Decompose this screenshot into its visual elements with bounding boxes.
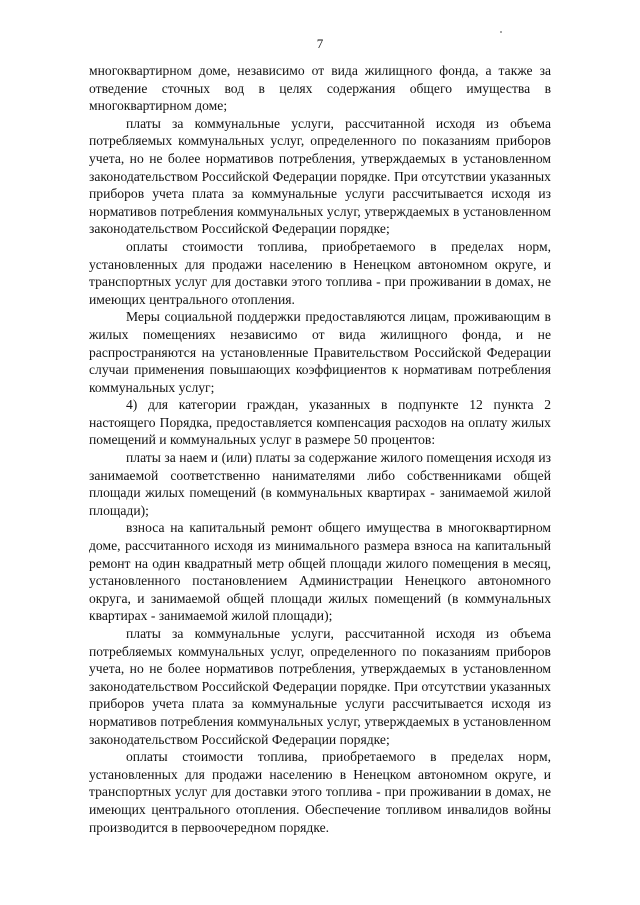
paragraph: платы за наем и (или) платы за содержание жилого помещения исходя из занимаемой соответственно нанимателями либо собственниками общей площади жилых помещений (в коммунальных квартирах - занимаемой жилой площади); [89,450,551,518]
paragraph: платы за коммунальные услуги, рассчитанной исходя из объема потребляемых коммунальных услуг, определенного по показаниям приборов учета, но не более нормативов потребления, утверждаемых в установленном законодательством Российской Федерации порядке. При отсутствии указанных приборов учета плата за коммунальные услуги рассчитывается исходя из нормативов потребления коммунальных услуг, утверждаемых в установленном законодательством Российской Федерации порядке; [89,115,551,237]
document-body [89,62,551,836]
paragraph: 4) для категории граждан, указанных в подпункте 12 пункта 2 настоящего Порядка, предоставляется компенсация расходов на оплату жилых помещений и коммунальных услуг в размере 50 процентов: [89,397,551,448]
paragraph: Меры социальной поддержки предоставляются лицам, проживающим в жилых помещениях независимо от вида жилищного фонда, и не распространяются на установленные Правительством Российской Федерации случаи применения повышающих коэффициентов к нормативам потребления коммунальных услуг; [89,309,551,395]
paragraph: оплаты стоимости топлива, приобретаемого в пределах норм, установленных для продажи населению в Ненецком автономном округе, и транспортных услуг для доставки этого топлива - при проживании в домах, не имеющих центрального отопления. [89,238,551,307]
paragraph: платы за коммунальные услуги, рассчитанной исходя из объема потребляемых коммунальных услуг, определенного по показаниям приборов учета, но не более нормативов потребления, утверждаемых в установленном законодательством Российской Федерации порядке. При отсутствии указанных приборов учета плата за коммунальные услуги рассчитывается исходя из нормативов потребления коммунальных услуг, утверждаемых в установленном законодательством Российской Федерации порядке; [89,626,551,747]
page-number: 7 [316,36,324,51]
scan-speck [500,31,502,33]
paragraph: оплаты стоимости топлива, приобретаемого в пределах норм, установленных для продажи населению в Ненецком автономном округе, и транспортных услуг для доставки этого топлива - при проживании в домах, не имеющих центрального отопления. Обеспечение топливом инвалидов войны производится в первоочередном порядке. [89,749,551,835]
paragraph: взноса на капитальный ремонт общего имущества в многоквартирном доме, рассчитанного исходя из минимального размера взноса на капитальный ремонт на один квадратный метр общей площади жилого помещения в месяц, установленного постановлением Администрации Ненецкого автономного округа, и занимаемой общей площади жилых помещений (в коммунальных квартирах - занимаемой жилой площади); [89,520,551,624]
paragraph: многоквартирном доме, независимо от вида жилищного фонда, а также за отведение сточных вод в целях содержания общего имущества в многоквартирном доме; [89,63,551,114]
